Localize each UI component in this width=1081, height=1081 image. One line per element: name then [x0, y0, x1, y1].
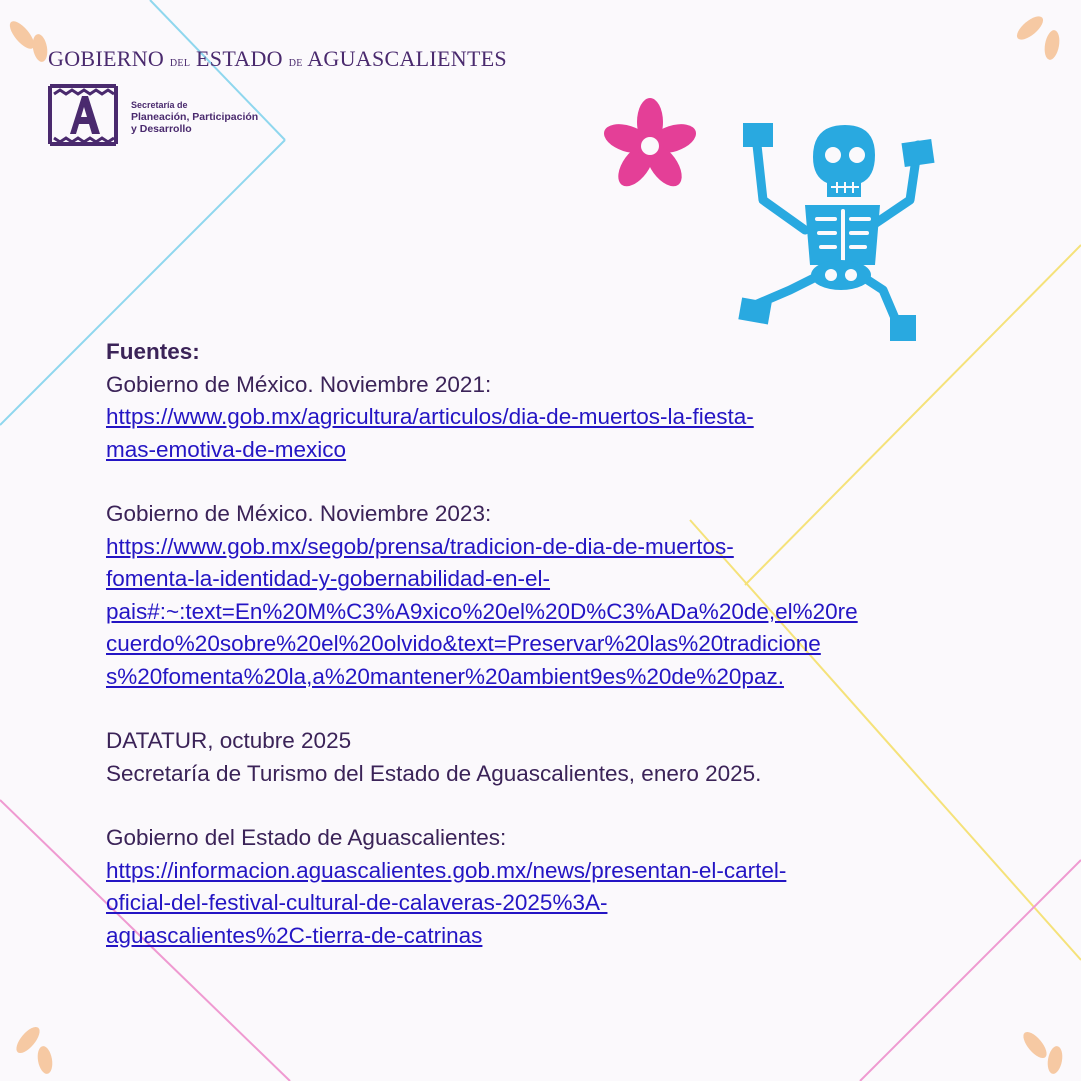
flower-icon: [598, 96, 702, 200]
source-link-line[interactable]: aguascalientes%2C-tierra-de-catrinas: [106, 922, 483, 948]
source-link[interactable]: [106, 855, 1026, 953]
gov-word: AGUASCALIENTES: [307, 46, 507, 71]
source-link-line[interactable]: https://www.gob.mx/agricultura/articulos/dia-de-muertos-la-fiesta-: [106, 404, 754, 429]
sources-heading: Fuentes:: [106, 339, 200, 364]
gov-small-word: DE: [288, 58, 303, 69]
secretaria-name: [131, 99, 258, 135]
skeleton-icon: [735, 115, 940, 355]
source-link-line[interactable]: https://www.gob.mx/segob/prensa/tradicion-de-dia-de-muertos-: [106, 533, 734, 559]
secretaria-line: Planeación, Participación: [131, 111, 259, 123]
petal-icon: [1019, 1028, 1064, 1075]
source-subtitle: Secretaría de Turismo del Estado de Aguascalientes, enero 2025.: [106, 760, 762, 786]
source-title: Gobierno del Estado de Aguascalientes:: [106, 825, 507, 850]
source-title: DATATUR, octubre 2025: [106, 728, 352, 753]
source-link-line[interactable]: oficial-del-festival-cultural-de-calaveras-2025%3A-: [106, 890, 608, 915]
source-item: [106, 369, 1026, 467]
secretaria-line: Secretaría de: [131, 100, 188, 110]
source-link[interactable]: [106, 531, 1026, 694]
source-item: [106, 498, 1026, 693]
source-title: Gobierno de México. Noviembre 2021:: [106, 371, 492, 397]
gov-word: ESTADO: [196, 46, 283, 71]
source-title: Gobierno de México. Noviembre 2023:: [106, 501, 492, 526]
secretaria-logo-icon: [48, 80, 120, 152]
source-item: [106, 725, 1026, 790]
government-title: [48, 46, 507, 72]
petal-icon: [12, 1023, 54, 1075]
secretaria-line: y Desarrollo: [131, 123, 192, 135]
source-item: [106, 822, 1026, 952]
gov-small-word: DEL: [169, 58, 191, 69]
source-link-line[interactable]: cuerdo%20sobre%20el%20olvido&text=Preservar%20las%20tradicione: [106, 631, 821, 656]
source-link-line[interactable]: fomenta-la-identidad-y-gobernabilidad-en-el-: [106, 566, 551, 591]
source-link-line[interactable]: pais#:~:text=En%20M%C3%A9xico%20el%20D%C3%ADa%20de,el%20re: [106, 598, 858, 624]
source-link-line[interactable]: s%20fomenta%20la,a%20mantener%20ambient9es%20de%20paz.: [106, 663, 784, 689]
sources-section: [106, 336, 1026, 984]
petal-icon: [1013, 12, 1061, 61]
gov-word: GOBIERNO: [48, 46, 165, 71]
source-link-line[interactable]: mas-emotiva-de-mexico: [106, 436, 347, 462]
source-link[interactable]: [106, 401, 1026, 466]
petal-icon: [6, 17, 50, 63]
source-link-line[interactable]: https://informacion.aguascalientes.gob.mx/news/presentan-el-cartel-: [106, 857, 787, 883]
